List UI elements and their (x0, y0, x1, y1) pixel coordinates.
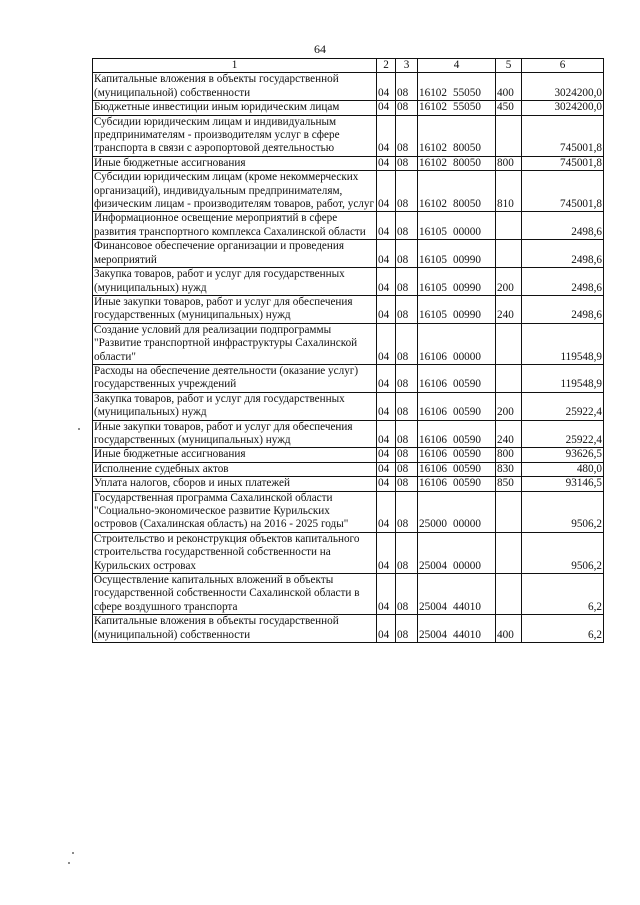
row-name: Расходы на обеспечение деятельности (оказание услуг) государственных учреждений (93, 364, 377, 392)
target-article-code (418, 323, 496, 364)
row-name: Финансовое обеспечение организации и проведения мероприятий (93, 240, 377, 268)
table-row (93, 101, 604, 115)
program-code: 25000 (419, 518, 447, 531)
target-article-code (418, 240, 496, 268)
expense-type-code (496, 115, 522, 156)
target-article-code (418, 462, 496, 476)
row-name: Создание условий для реализации подпрограммы "Развитие транспортной инфраструктуры Сахалинской области" (93, 323, 377, 364)
direction-code: 00990 (452, 253, 481, 266)
table-row (93, 392, 604, 420)
expense-type-code: 830 (496, 462, 522, 476)
subsection-code: 08 (396, 532, 418, 573)
subsection-code: 08 (396, 323, 418, 364)
section-code: 04 (377, 364, 396, 392)
section-code: 04 (377, 156, 396, 170)
scan-speck (72, 852, 74, 854)
subsection-code: 08 (396, 477, 418, 491)
table-row (93, 364, 604, 392)
program-code: 25004 (419, 600, 447, 613)
subsection-code: 08 (396, 420, 418, 448)
expense-type-code: 240 (496, 295, 522, 323)
subsection-code: 08 (396, 392, 418, 420)
section-code: 04 (377, 171, 396, 212)
table-row (93, 462, 604, 476)
amount: 2498,6 (522, 268, 604, 296)
section-code: 04 (377, 491, 396, 532)
amount: 745001,8 (522, 171, 604, 212)
program-code: 16106 (419, 462, 447, 475)
program-code: 16105 (419, 253, 447, 266)
program-code: 16102 (419, 156, 447, 169)
amount: 745001,8 (522, 115, 604, 156)
page-number: 64 (314, 42, 326, 56)
table-row (93, 323, 604, 364)
expense-type-code (496, 364, 522, 392)
row-name: Субсидии юридическим лицам и индивидуальным предпринимателям - производителям услуг в сфере транспорта в связи с аэропортовой деятельностью (93, 115, 377, 156)
amount: 2498,6 (522, 240, 604, 268)
amount: 3024200,0 (522, 73, 604, 101)
table-row (93, 115, 604, 156)
program-code: 16106 (419, 378, 447, 391)
expense-type-code: 850 (496, 477, 522, 491)
expense-type-code: 800 (496, 156, 522, 170)
program-code: 16102 (419, 198, 447, 211)
amount: 6,2 (522, 574, 604, 615)
col-header: 1 (93, 59, 377, 73)
section-code: 04 (377, 73, 396, 101)
amount: 6,2 (522, 615, 604, 643)
direction-code: 00000 (452, 225, 481, 238)
table-row (93, 448, 604, 462)
row-name: Уплата налогов, сборов и иных платежей (93, 477, 377, 491)
expense-type-code (496, 574, 522, 615)
section-code: 04 (377, 240, 396, 268)
section-code: 04 (377, 420, 396, 448)
expense-type-code: 400 (496, 73, 522, 101)
program-code: 25004 (419, 628, 447, 641)
section-code: 04 (377, 532, 396, 573)
table-row (93, 73, 604, 101)
direction-code: 55050 (452, 101, 481, 114)
subsection-code: 08 (396, 615, 418, 643)
col-header: 6 (522, 59, 604, 73)
row-name: Информационное освещение мероприятий в сфере развития транспортного комплекса Сахалинской области (93, 212, 377, 240)
target-article-code (418, 532, 496, 573)
program-code: 25004 (419, 559, 447, 572)
row-name: Строительство и реконструкция объектов капитального строительства государственной собственности на Курильских островах (93, 532, 377, 573)
direction-code: 00590 (452, 378, 481, 391)
program-code: 16102 (419, 86, 447, 99)
amount: 9506,2 (522, 491, 604, 532)
row-name: Исполнение судебных актов (93, 462, 377, 476)
section-code: 04 (377, 101, 396, 115)
subsection-code: 08 (396, 491, 418, 532)
table-row (93, 240, 604, 268)
target-article-code (418, 295, 496, 323)
expense-type-code: 240 (496, 420, 522, 448)
table-row (93, 420, 604, 448)
amount: 3024200,0 (522, 101, 604, 115)
direction-code: 00590 (452, 406, 481, 419)
program-code: 16105 (419, 225, 447, 238)
amount: 2498,6 (522, 212, 604, 240)
row-name: Закупка товаров, работ и услуг для государственных (муниципальных) нужд (93, 392, 377, 420)
direction-code: 00000 (452, 350, 481, 363)
amount: 119548,9 (522, 364, 604, 392)
table-row (93, 615, 604, 643)
row-name: Субсидии юридическим лицам (кроме некоммерческих организаций), индивидуальным предпринимателям, физическим лицам - производителям товаров, работ, услуг (93, 171, 377, 212)
amount: 745001,8 (522, 156, 604, 170)
section-code: 04 (377, 574, 396, 615)
subsection-code: 08 (396, 295, 418, 323)
row-name: Капитальные вложения в объекты государственной (муниципальной) собственности (93, 615, 377, 643)
direction-code: 44010 (452, 600, 481, 613)
row-name: Бюджетные инвестиции иным юридическим лицам (93, 101, 377, 115)
amount: 25922,4 (522, 420, 604, 448)
direction-code: 55050 (452, 86, 481, 99)
section-code: 04 (377, 323, 396, 364)
section-code: 04 (377, 477, 396, 491)
target-article-code (418, 448, 496, 462)
amount: 480,0 (522, 462, 604, 476)
direction-code: 00590 (452, 462, 481, 475)
direction-code: 00000 (452, 559, 481, 572)
target-article-code (418, 156, 496, 170)
table-row (93, 295, 604, 323)
section-code: 04 (377, 615, 396, 643)
subsection-code: 08 (396, 574, 418, 615)
expense-type-code: 800 (496, 448, 522, 462)
subsection-code: 08 (396, 101, 418, 115)
table-row (93, 156, 604, 170)
table-row (93, 574, 604, 615)
subsection-code: 08 (396, 212, 418, 240)
subsection-code: 08 (396, 240, 418, 268)
expense-type-code (496, 323, 522, 364)
target-article-code (418, 364, 496, 392)
program-code: 16106 (419, 350, 447, 363)
program-code: 16105 (419, 309, 447, 322)
table-row (93, 268, 604, 296)
section-code: 04 (377, 392, 396, 420)
program-code: 16106 (419, 477, 447, 490)
expense-type-code: 200 (496, 392, 522, 420)
direction-code: 00990 (452, 309, 481, 322)
amount: 25922,4 (522, 392, 604, 420)
target-article-code (418, 171, 496, 212)
direction-code: 00000 (452, 518, 481, 531)
table-row (93, 532, 604, 573)
expense-type-code (496, 491, 522, 532)
row-name: Закупка товаров, работ и услуг для государственных (муниципальных) нужд (93, 268, 377, 296)
target-article-code (418, 115, 496, 156)
amount: 93626,5 (522, 448, 604, 462)
target-article-code (418, 574, 496, 615)
col-header: 3 (396, 59, 418, 73)
section-code: 04 (377, 462, 396, 476)
target-article-code (418, 477, 496, 491)
subsection-code: 08 (396, 171, 418, 212)
direction-code: 80050 (452, 156, 481, 169)
expense-type-code: 810 (496, 171, 522, 212)
target-article-code (418, 73, 496, 101)
scan-speck (68, 862, 70, 864)
section-code: 04 (377, 295, 396, 323)
target-article-code (418, 615, 496, 643)
program-code: 16106 (419, 406, 447, 419)
expense-type-code (496, 532, 522, 573)
expense-type-code: 400 (496, 615, 522, 643)
table-row (93, 491, 604, 532)
amount: 93146,5 (522, 477, 604, 491)
table-row (93, 212, 604, 240)
program-code: 16106 (419, 433, 447, 446)
amount: 9506,2 (522, 532, 604, 573)
program-code: 16102 (419, 142, 447, 155)
expense-type-code: 200 (496, 268, 522, 296)
target-article-code (418, 268, 496, 296)
expense-type-code (496, 212, 522, 240)
subsection-code: 08 (396, 115, 418, 156)
section-code: 04 (377, 448, 396, 462)
target-article-code (418, 420, 496, 448)
program-code: 16102 (419, 101, 447, 114)
table-row (93, 477, 604, 491)
subsection-code: 08 (396, 364, 418, 392)
col-header: 4 (418, 59, 496, 73)
direction-code: 80050 (452, 142, 481, 155)
direction-code: 00590 (452, 448, 481, 461)
subsection-code: 08 (396, 73, 418, 101)
subsection-code: 08 (396, 448, 418, 462)
direction-code: 00590 (452, 433, 481, 446)
row-name: Осуществление капитальных вложений в объекты государственной собственности Сахалинской области в сфере воздушного транспорта (93, 574, 377, 615)
direction-code: 00990 (452, 281, 481, 294)
row-name: Иные закупки товаров, работ и услуг для обеспечения государственных (муниципальных) нужд (93, 420, 377, 448)
header-row (93, 59, 604, 73)
program-code: 16106 (419, 448, 447, 461)
scan-speck (78, 428, 80, 430)
table-row (93, 171, 604, 212)
section-code: 04 (377, 268, 396, 296)
row-name: Государственная программа Сахалинской области "Социально-экономическое развитие Курильских островов (Сахалинская область) на 2016 - 2025 годы" (93, 491, 377, 532)
section-code: 04 (377, 212, 396, 240)
col-header: 2 (377, 59, 396, 73)
program-code: 16105 (419, 281, 447, 294)
row-name: Иные закупки товаров, работ и услуг для обеспечения государственных (муниципальных) нужд (93, 295, 377, 323)
subsection-code: 08 (396, 462, 418, 476)
row-name: Иные бюджетные ассигнования (93, 156, 377, 170)
direction-code: 44010 (452, 628, 481, 641)
target-article-code (418, 392, 496, 420)
section-code: 04 (377, 115, 396, 156)
row-name: Капитальные вложения в объекты государственной (муниципальной) собственности (93, 73, 377, 101)
target-article-code (418, 491, 496, 532)
target-article-code (418, 212, 496, 240)
direction-code: 80050 (452, 198, 481, 211)
direction-code: 00590 (452, 477, 481, 490)
expense-type-code: 450 (496, 101, 522, 115)
expense-type-code (496, 240, 522, 268)
row-name: Иные бюджетные ассигнования (93, 448, 377, 462)
target-article-code (418, 101, 496, 115)
col-header: 5 (496, 59, 522, 73)
amount: 2498,6 (522, 295, 604, 323)
amount: 119548,9 (522, 323, 604, 364)
subsection-code: 08 (396, 268, 418, 296)
subsection-code: 08 (396, 156, 418, 170)
budget-table (92, 58, 604, 643)
